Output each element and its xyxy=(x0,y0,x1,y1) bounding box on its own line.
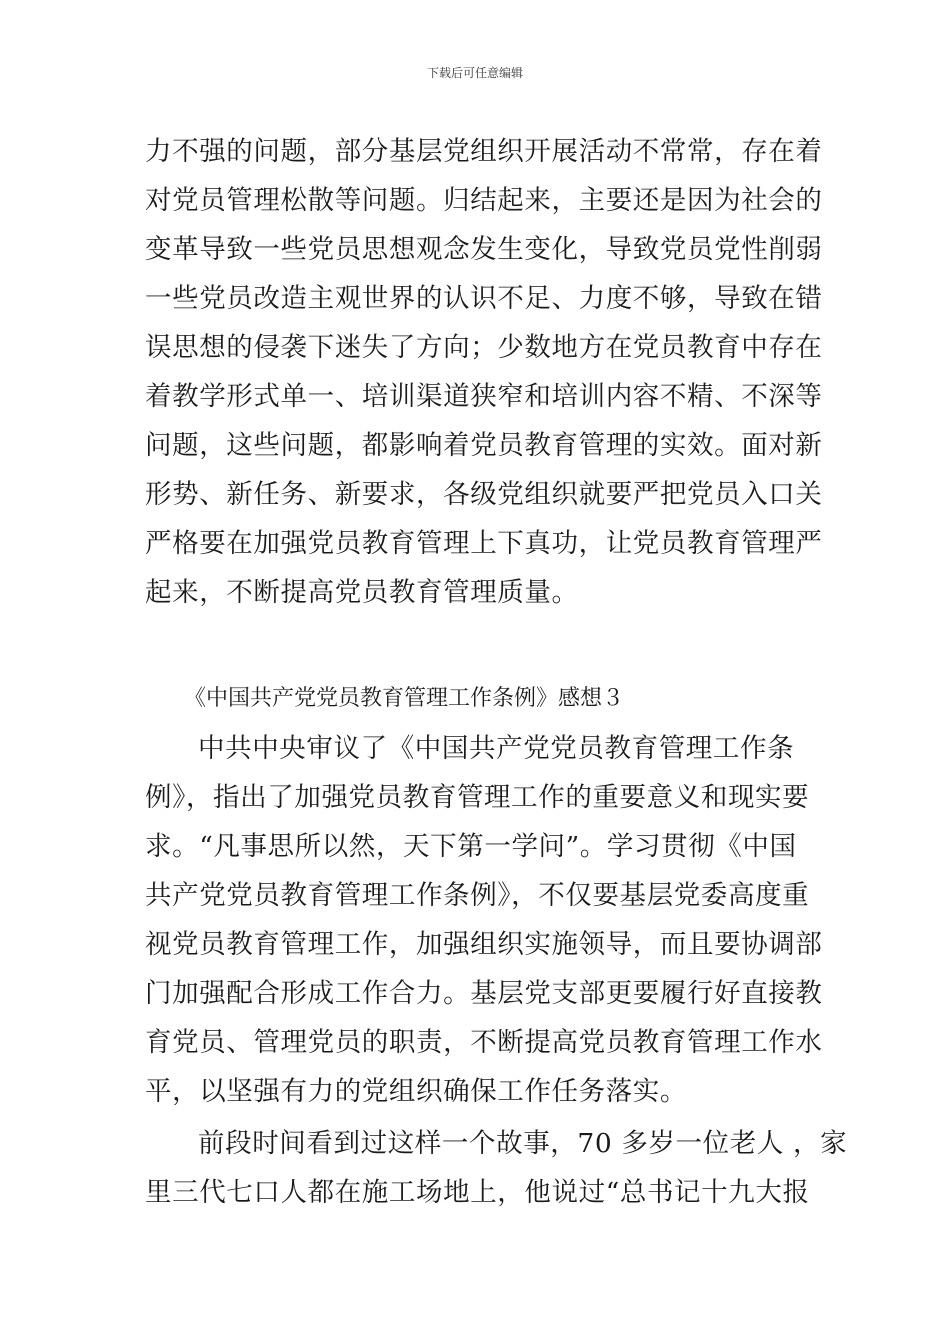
text-line: 形势、新任务、新要求，各级党组织就要严把党员入口关 xyxy=(145,479,823,510)
text-line: 门加强配合形成工作合力。基层党支部更要履行好直接教 xyxy=(145,978,823,1009)
text-line: 起来，不断提高党员教育管理质量。 xyxy=(145,577,579,608)
text-line: 例》，指出了加强党员教育管理工作的重要意义和现实要 xyxy=(145,782,810,813)
text-line: 视党员教育管理工作，加强组织实施领导，而且要协调部 xyxy=(145,929,823,960)
page-header: 下载后可任意编辑 xyxy=(426,66,523,80)
text-line: 对党员管理松散等问题。归结起来，主要还是因为社会的 xyxy=(145,185,823,216)
text-line: 育党员、管理党员的职责，不断提高党员教育管理工作水 xyxy=(145,1027,823,1058)
text-line: 一些党员改造主观世界的认识不足、力度不够，导致在错 xyxy=(145,283,823,314)
text-line: 误思想的侵袭下迷失了方向；少数地方在党员教育中存在 xyxy=(145,332,823,363)
section-title: 《中国共产党党员教育管理工作条例》感想３ xyxy=(184,686,625,711)
text-line: 变革导致一些党员思想观念发生变化，导致党员党性削弱 xyxy=(145,234,823,265)
text-line: 问题，这些问题，都影响着党员教育管理的实效。面对新 xyxy=(145,430,823,461)
text-line: 求。“凡事思所以然，天下第一学问”。学习贯彻《中国 xyxy=(145,831,797,862)
text-line: 平，以坚强有力的党组织确保工作任务落实。 xyxy=(145,1076,687,1107)
text-line: 里三代七口人都在施工场地上，他说过“总书记十九大报 xyxy=(145,1177,810,1208)
text-line: 力不强的问题，部分基层党组织开展活动不常常，存在着 xyxy=(145,136,823,167)
text-line: 中共中央审议了《中国共产党党员教育管理工作条 xyxy=(198,733,795,764)
text-line: 前段时间看到过这样一个故事，70 多岁一位老人 ，家 xyxy=(198,1128,848,1159)
text-line: 严格要在加强党员教育管理上下真功，让党员教育管理严 xyxy=(145,528,823,559)
text-line: 着教学形式单一、培训渠道狭窄和培训内容不精、不深等 xyxy=(145,381,823,412)
text-line: 共产党党员教育管理工作条例》，不仅要基层党委高度重 xyxy=(145,880,810,911)
